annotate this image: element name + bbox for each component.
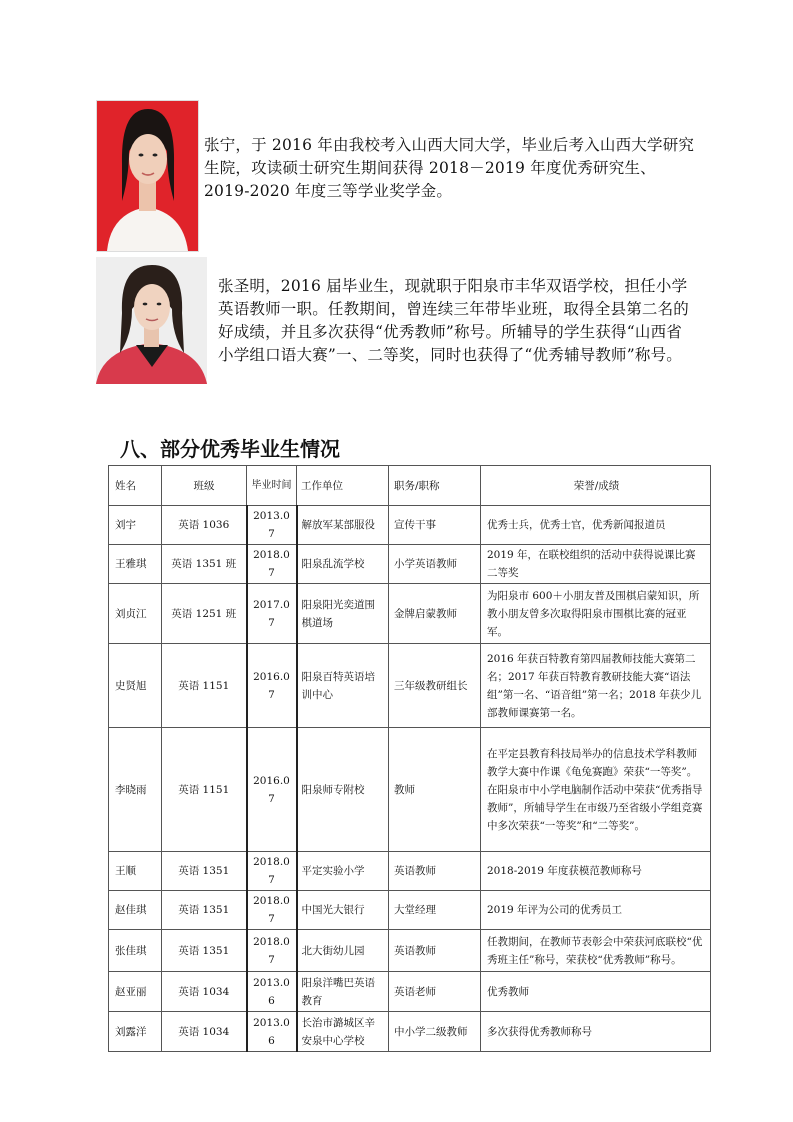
table-cell: 英语教师 xyxy=(389,852,481,891)
table-cell: 多次获得优秀教师称号 xyxy=(481,1012,711,1052)
table-cell: 2016.07 xyxy=(247,728,297,852)
table-cell: 金牌启蒙教师 xyxy=(389,584,481,644)
table-cell: 阳泉师专附校 xyxy=(297,728,389,852)
table-header-cell: 职务/职称 xyxy=(389,466,481,506)
table-row xyxy=(109,1012,711,1052)
table-header-cell: 班级 xyxy=(162,466,247,506)
table-cell: 在平定县教育科技局举办的信息技术学科教师教学大赛中作课《龟兔赛跑》荣获“一等奖”。在阳泉市中小学电脑制作活动中荣获“优秀指导教师”，所辅导学生在市级乃至省级小学组竞赛中多次荣获“一等奖”和“二等奖”。 xyxy=(481,728,711,852)
table-cell: 李晓雨 xyxy=(109,728,162,852)
table-row xyxy=(109,891,711,930)
table-row xyxy=(109,644,711,728)
table-row xyxy=(109,972,711,1012)
table-cell: 刘宇 xyxy=(109,506,162,545)
table-row xyxy=(109,545,711,584)
table-cell: 2018.07 xyxy=(247,930,297,972)
table-cell: 小学英语教师 xyxy=(389,545,481,584)
table-cell: 2013.06 xyxy=(247,1012,297,1052)
table-cell: 英语教师 xyxy=(389,930,481,972)
table-cell: 英语 1151 xyxy=(162,644,247,728)
table-cell: 2018-2019 年度获模范教师称号 xyxy=(481,852,711,891)
table-cell: 2016.07 xyxy=(247,644,297,728)
table-row xyxy=(109,852,711,891)
table-cell: 长治市潞城区辛安泉中心学校 xyxy=(297,1012,389,1052)
bio-zhang-ning: 张宁，于 2016 年由我校考入山西大同大学，毕业后考入山西大学研究生院，攻读硕士研究生期间获得 2018－2019 年度优秀研究生、2019-2020 年度三等学业奖学金。 xyxy=(204,136,695,200)
table-header-cell: 姓名 xyxy=(109,466,162,506)
table-cell: 2019 年评为公司的优秀员工 xyxy=(481,891,711,930)
table-cell: 平定实验小学 xyxy=(297,852,389,891)
table-cell: 刘贞江 xyxy=(109,584,162,644)
table-cell: 英语 1034 xyxy=(162,1012,247,1052)
table-cell: 英语 1351 xyxy=(162,930,247,972)
table-header-cell: 毕业时间 xyxy=(247,466,297,506)
table-cell: 王顺 xyxy=(109,852,162,891)
table-cell: 为阳泉市 600＋小朋友普及围棋启蒙知识，所教小朋友曾多次取得阳泉市围棋比赛的冠亚军。 xyxy=(481,584,711,644)
graduates-table-body xyxy=(109,466,711,1052)
table-cell: 王雅琪 xyxy=(109,545,162,584)
table-cell: 2018.07 xyxy=(247,852,297,891)
table-cell: 任教期间，在教师节表彰会中荣获河底联校“优秀班主任”称号，荣获校“优秀教师”称号。 xyxy=(481,930,711,972)
table-cell: 2017.07 xyxy=(247,584,297,644)
table-cell: 北大街幼儿园 xyxy=(297,930,389,972)
section-heading: 八、部分优秀毕业生情况 xyxy=(120,437,340,461)
table-cell: 2018.07 xyxy=(247,891,297,930)
table-cell: 大堂经理 xyxy=(389,891,481,930)
table-header-row xyxy=(109,466,711,506)
table-cell: 2018.07 xyxy=(247,545,297,584)
portrait-photo-zhang-ning xyxy=(96,100,199,252)
table-header-cell: 工作单位 xyxy=(297,466,389,506)
table-cell: 优秀士兵，优秀士官，优秀新闻报道员 xyxy=(481,506,711,545)
table-cell: 2019 年，在联校组织的活动中获得说课比赛二等奖 xyxy=(481,545,711,584)
table-cell: 英语 1251 班 xyxy=(162,584,247,644)
table-row xyxy=(109,506,711,545)
bio-zhang-shengming: 张圣明，2016 届毕业生，现就职于阳泉市丰华双语学校，担任小学英语教师一职。任教期间，曾连续三年带毕业班，取得全县第二名的好成绩，并且多次获得“优秀教师”称号。所辅导的学生获得“山西省小学组口语大赛”一、二等奖，同时也获得了“优秀辅导教师”称号。 xyxy=(218,277,690,364)
table-row xyxy=(109,930,711,972)
table-cell: 英语 1351 xyxy=(162,891,247,930)
table-cell: 英语 1351 xyxy=(162,852,247,891)
table-row xyxy=(109,584,711,644)
graduates-table xyxy=(108,465,711,1052)
table-cell: 2013.06 xyxy=(247,972,297,1012)
table-cell: 英语 1151 xyxy=(162,728,247,852)
table-cell: 优秀教师 xyxy=(481,972,711,1012)
table-header-cell: 荣誉/成绩 xyxy=(481,466,711,506)
table-cell: 英语 1351 班 xyxy=(162,545,247,584)
table-cell: 史贤旭 xyxy=(109,644,162,728)
table-cell: 教师 xyxy=(389,728,481,852)
table-cell: 阳泉乱流学校 xyxy=(297,545,389,584)
table-row xyxy=(109,728,711,852)
table-cell: 2016 年获百特教育第四届教师技能大赛第二名；2017 年获百特教育教研技能大赛“语法组”第一名、“语音组”第一名；2018 年获少儿部教师课赛第一名。 xyxy=(481,644,711,728)
table-cell: 张佳琪 xyxy=(109,930,162,972)
table-cell: 宣传干事 xyxy=(389,506,481,545)
table-cell: 2013.07 xyxy=(247,506,297,545)
table-cell: 英语 1034 xyxy=(162,972,247,1012)
table-cell: 阳泉百特英语培训中心 xyxy=(297,644,389,728)
table-cell: 中小学二级教师 xyxy=(389,1012,481,1052)
table-cell: 三年级教研组长 xyxy=(389,644,481,728)
table-cell: 阳泉洋嘴巴英语教育 xyxy=(297,972,389,1012)
table-cell: 中国光大银行 xyxy=(297,891,389,930)
table-cell: 赵佳琪 xyxy=(109,891,162,930)
table-cell: 英语 1036 xyxy=(162,506,247,545)
table-cell: 阳泉阳光奕道围棋道场 xyxy=(297,584,389,644)
portrait-photo-zhang-shengming xyxy=(96,257,207,384)
table-cell: 赵亚丽 xyxy=(109,972,162,1012)
table-cell: 解放军某部服役 xyxy=(297,506,389,545)
table-cell: 英语老师 xyxy=(389,972,481,1012)
table-cell: 刘露洋 xyxy=(109,1012,162,1052)
